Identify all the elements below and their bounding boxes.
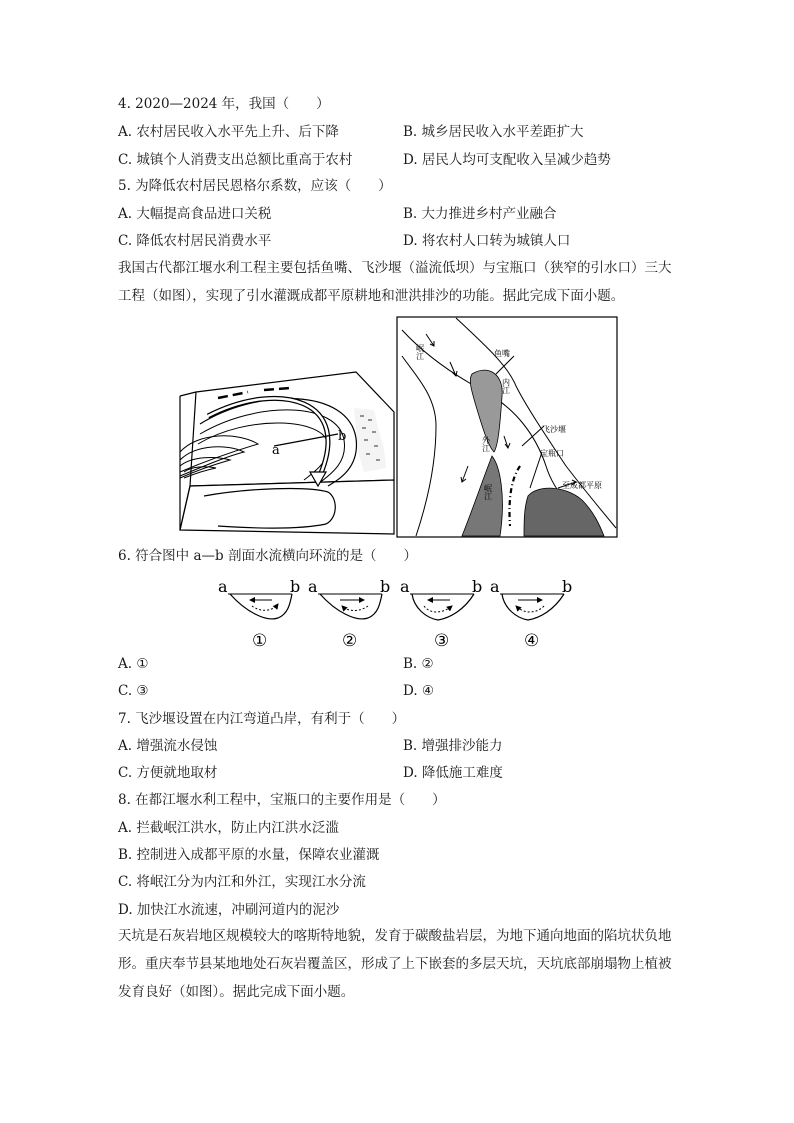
q6-option-d: D. ④ xyxy=(403,683,435,699)
profile-1-number: ① xyxy=(252,631,268,650)
profile-2 xyxy=(308,577,390,650)
profile-2-a: a xyxy=(308,577,318,596)
label-b: b xyxy=(338,429,347,444)
q4-option-c: C. 城镇个人消费支出总额比重高于农村 xyxy=(118,152,353,168)
q8-option-d: D. 加快江水流速，冲刷河道内的泥沙 xyxy=(118,902,340,918)
block-diagram-figure xyxy=(178,368,396,536)
q7-option-d: D. 降低施工难度 xyxy=(403,765,503,781)
q6-option-b: B. ② xyxy=(403,656,434,672)
q6-option-c: C. ③ xyxy=(118,683,149,699)
profile-4-b: b xyxy=(562,577,573,596)
map-label-baopingkou: 宝瓶口 xyxy=(540,449,564,458)
profile-3-b: b xyxy=(472,577,483,596)
profile-2-number: ② xyxy=(342,631,358,650)
intro-paragraph-dujiangyan: 我国古代都江堰水利工程主要包括鱼嘴、飞沙堰（溢流低坝）与宝瓶口（狭窄的引水口）三大工程（如图），实现了引水灌溉成都平原耕地和泄洪排沙的功能。据此完成下面小题。 xyxy=(118,260,672,304)
map-label-feishayan: 飞沙堰 xyxy=(542,425,566,434)
profile-1 xyxy=(218,577,300,650)
profile-3-a: a xyxy=(400,577,410,596)
label-a: a xyxy=(272,443,280,458)
q8-option-c: C. 将岷江分为内江和外江，实现江水分流 xyxy=(118,874,366,890)
q7-option-b: B. 增强排沙能力 xyxy=(403,738,503,754)
q5-option-c: C. 降低农村居民消费水平 xyxy=(118,233,272,249)
q4-option-a: A. 农村居民收入水平先上升、后下降 xyxy=(118,124,339,140)
cross-section-profiles-figure xyxy=(216,574,578,650)
profile-4-number: ④ xyxy=(524,631,540,650)
profile-1-b: b xyxy=(290,577,301,596)
q4-option-d: D. 居民人均可支配收入呈减少趋势 xyxy=(403,152,611,168)
dujiangyan-map-figure xyxy=(396,316,618,538)
map-label-minjiang-top: 岷江 xyxy=(415,344,425,360)
map-label-minjiang-bottom: 岷江 xyxy=(483,484,493,500)
q8-option-b: B. 控制进入成都平原的水量，保障农业灌溉 xyxy=(118,847,380,863)
q4-option-b: B. 城乡居民收入水平差距扩大 xyxy=(403,124,584,140)
profile-1-a: a xyxy=(218,577,228,596)
q7-option-a: A. 增强流水侵蚀 xyxy=(118,738,218,754)
profile-2-b: b xyxy=(380,577,391,596)
map-label-yuzui: 鱼嘴 xyxy=(494,349,510,358)
profile-3-number: ③ xyxy=(434,631,450,650)
map-label-to-chengdu: 至成都平原 xyxy=(562,481,602,490)
q5-stem: 5. 为降低农村居民恩格尔系数，应该（ ） xyxy=(118,178,392,194)
q7-option-c: C. 方便就地取材 xyxy=(118,765,218,781)
intro-paragraph-tiankeng: 天坑是石灰岩地区规模较大的喀斯特地貌，发育于碳酸盐岩层，为地下通向地面的陷坑状负地形。重庆奉节县某地地处石灰岩覆盖区，形成了上下嵌套的多层天坑，天坑底部崩塌物上植被发育良好（如图）。据此完成下面小题。 xyxy=(118,928,672,1000)
profile-4 xyxy=(490,577,572,650)
map-label-waijiang: 外江 xyxy=(481,436,491,452)
profile-4-a: a xyxy=(490,577,500,596)
q6-option-a: A. ① xyxy=(118,656,149,672)
q8-option-a: A. 拦截岷江洪水，防止内江洪水泛滥 xyxy=(118,820,339,836)
map-label-neijiang: 内江 xyxy=(501,378,511,394)
q7-stem: 7. 飞沙堰设置在内江弯道凸岸，有利于（ ） xyxy=(118,711,406,727)
q6-stem: 6. 符合图中 a—b 剖面水流横向环流的是（ ） xyxy=(118,548,417,564)
q5-option-d: D. 将农村人口转为城镇人口 xyxy=(403,233,571,249)
profile-3 xyxy=(400,577,482,650)
q5-option-b: B. 大力推进乡村产业融合 xyxy=(403,206,557,222)
q4-stem: 4. 2020—2024 年，我国（ ） xyxy=(118,96,330,112)
q5-option-a: A. 大幅提高食品进口关税 xyxy=(118,206,272,222)
q8-stem: 8. 在都江堰水利工程中，宝瓶口的主要作用是（ ） xyxy=(118,792,446,808)
